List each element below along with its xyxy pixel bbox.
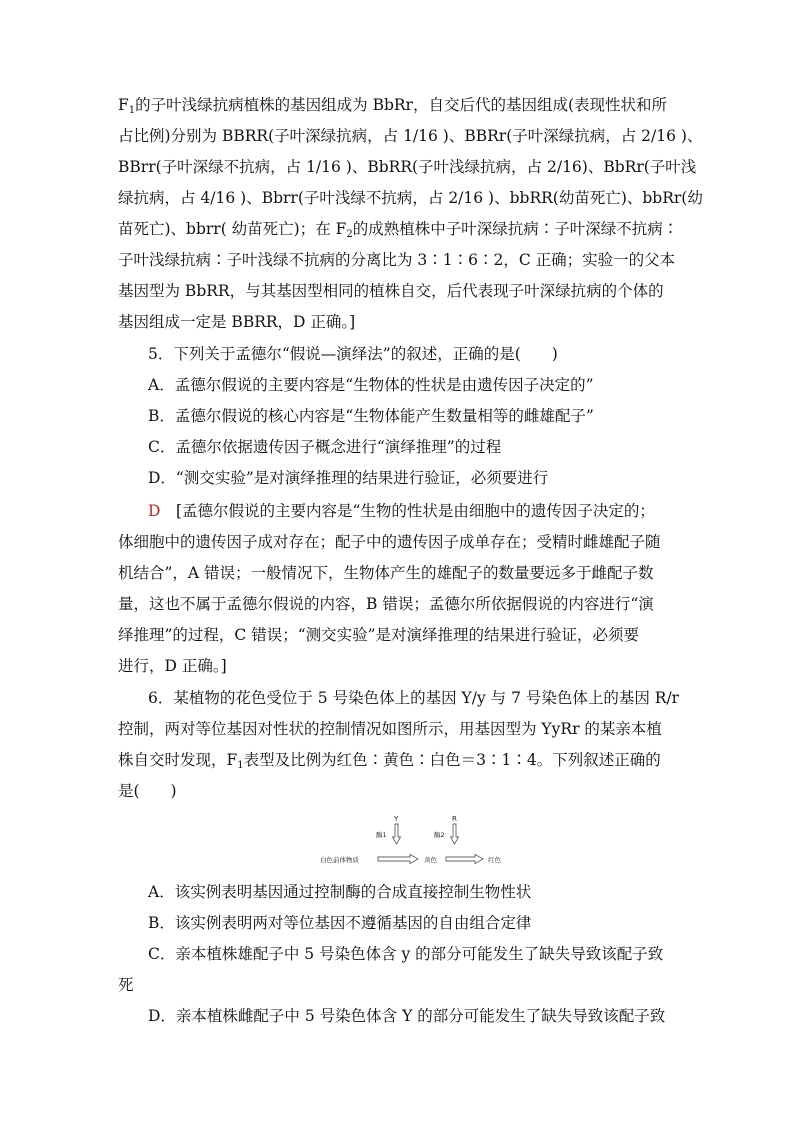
explanation-line: 绎推理”的过程，C 错误；“测交实验”是对演绎推理的结果进行验证，必须要 [118,626,640,644]
question-5-option-b: B．孟德尔假说的核心内容是“生物体能产生数量相等的雌雄配子” [148,407,594,425]
question-6-stem: 6．某植物的花色受位于 5 号染色体上的基因 Y/y 与 7 号染色体上的基因 R/r [148,689,680,707]
question-5-option-a: A．孟德尔假说的主要内容是“生物体的性状是由遗传因子决定的” [148,376,594,394]
answer-letter: D [148,502,161,520]
explanation-text: [孟德尔假说的主要内容是“生物的性状是由细胞中的遗传因子决定的； [175,502,655,520]
explanation-line: 机结合”，A 错误；一般情况下，生物体产生的雄配子的数量要远多于雌配子数 [118,564,654,582]
enzyme-1-label: 酶1 [376,831,387,839]
question-6-stem: 株自交时发现，$F_1$表型及比例为红色∶黄色∶白色＝3∶1∶4。下列叙述正确的 [118,751,661,771]
right-arrow-icon [446,855,483,864]
yellow-label: 黄色 [424,856,437,864]
down-arrow-icon [393,824,401,844]
explanation-line: $F_1$的子叶浅绿抗病植株的基因组成为 BbRr，自交后代的基因组成(表现性状和所 [118,96,668,116]
explanation-line: 量，这也不属于孟德尔假说的内容，B 错误；孟德尔所依据假说的内容进行“演 [118,595,654,613]
question-5-option-d: D．“测交实验”是对演绎推理的结果进行验证，必须要进行 [148,469,549,487]
question-5-option-c: C．孟德尔依据遗传因子概念进行“演绎推理”的过程 [148,438,502,456]
pathway-diagram [318,810,518,870]
question-6-option-d: D．亲本植株雌配子中 5 号染色体含 Y 的部分可能发生了缺失导致该配子致 [148,1007,666,1025]
explanation-line: 绿抗病，占 4/16 )、Bbrr(子叶浅绿不抗病，占 2/16 )、bbRR(幼苗死亡)、bbRr(幼 [118,189,703,207]
explanation-line: 子叶浅绿抗病∶子叶浅绿不抗病的分离比为 3∶1∶6∶2，C 正确；实验一的父本 [118,251,676,269]
question-6-option-c-cont: 死 [118,976,134,994]
gene-y-label: Y [394,815,399,823]
question-5-answer-line [148,501,655,521]
explanation-line: BBrr(子叶深绿不抗病，占 1/16 )、BbRR(子叶浅绿抗病，占 2/16)、BbRr(子叶浅 [118,158,697,176]
explanation-line: 基因组成一定是 BBRR，D 正确。] [118,313,356,331]
question-6-option-c: C．亲本植株雄配子中 5 号染色体含 y 的部分可能发生了缺失导致该配子致 [148,945,664,963]
enzyme-2-label: 酶2 [434,831,445,839]
question-6-stem: 控制，两对等位基因对性状的控制情况如图所示，用基因型为 YyRr 的某亲本植 [118,720,662,738]
explanation-line: 苗死亡)、bbrr( 幼苗死亡)；在 $F_2$的成熟植株中子叶深绿抗病∶子叶深绿不抗病∶ [118,220,679,240]
explanation-line: 占比例)分别为 BBRR(子叶深绿抗病，占 1/16 )、BBRr(子叶深绿抗病，占 2/16 )、 [118,127,703,145]
question-6-option-a: A．该实例表明基因通过控制酶的合成直接控制生物性状 [148,883,532,901]
explanation-line: 体细胞中的遗传因子成对存在；配子中的遗传因子成单存在；受精时雌雄配子随 [118,533,661,551]
red-label: 红色 [488,856,501,864]
question-6-stem: 是( ) [118,782,177,800]
question-6-option-b: B．该实例表明两对等位基因不遵循基因的自由组合定律 [148,914,532,932]
explanation-line: 基因型为 BbRR，与其基因型相同的植株自交，后代表现子叶深绿抗病的个体的 [118,282,664,300]
gene-r-label: R [452,815,457,823]
down-arrow-icon [451,824,459,844]
explanation-line: 进行，D 正确。] [118,657,227,675]
question-5-stem: 5．下列关于孟德尔“假说—演绎法”的叙述，正确的是( ) [148,345,558,363]
right-arrow-icon [378,855,418,864]
white-precursor-label: 白色前体物质 [320,856,359,864]
